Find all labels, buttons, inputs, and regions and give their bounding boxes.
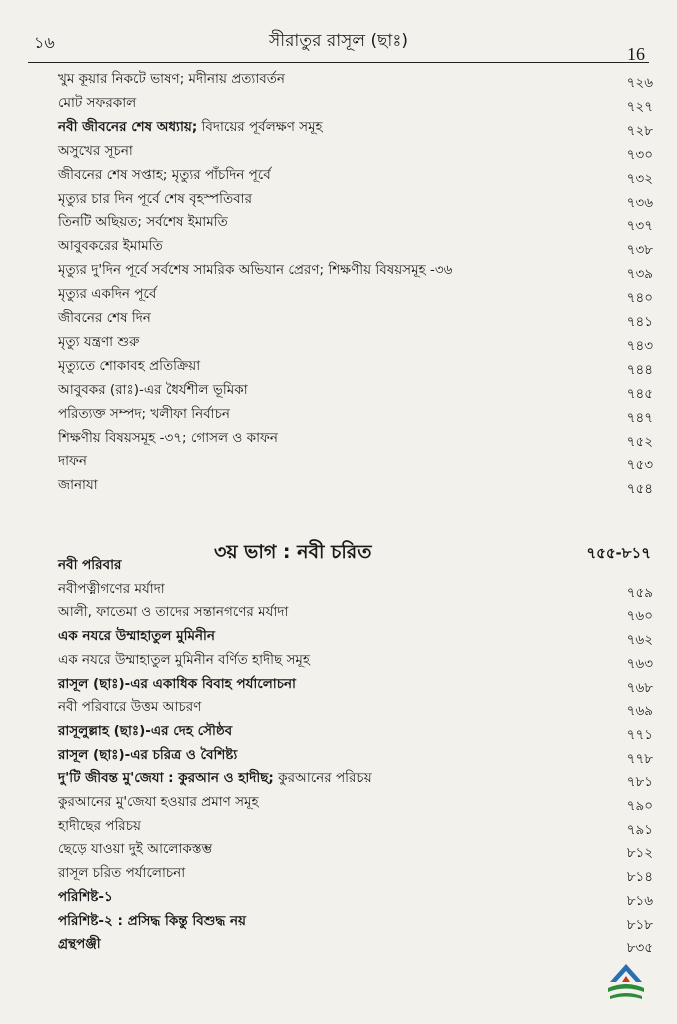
toc-entry	[58, 817, 653, 841]
toc-entry-title: মৃত্যুর একদিন পূর্বে	[58, 286, 157, 303]
toc-entry-page: ৭৫২	[626, 433, 653, 450]
section-page-range: ৭৫৫-৮১৭	[586, 544, 651, 562]
toc-entry-page: ৮১৬	[626, 892, 653, 909]
toc-entry-title: মৃত্যুর চার দিন পূর্বে শেষ বৃহস্পতিবার	[58, 190, 253, 207]
toc-entry-page: ৮১২	[626, 845, 653, 862]
toc-entry-page: ৭৪৩	[626, 337, 653, 354]
toc-entry	[58, 213, 653, 237]
toc-entry-title: কুরআনের মু'জেযা হওয়ার প্রমাণ সমূহ	[58, 794, 259, 810]
toc-entry	[58, 840, 653, 864]
toc-entry-title: তিনটি অছিয়ত; সর্বশেষ ইমামতি	[58, 214, 228, 231]
toc-entry-page: ৭৪১	[626, 314, 653, 330]
toc-entry	[58, 70, 653, 94]
toc-entry-title: নবীপত্নীগণের মর্যাদা	[58, 580, 165, 597]
toc-entry	[58, 357, 653, 381]
toc-entry	[58, 603, 653, 627]
toc-entry-title: পরিশিষ্ট-২ : প্রসিদ্ধ কিন্তু বিশুদ্ধ নয়	[58, 912, 246, 929]
toc-entry-page: ৭৪৭	[626, 409, 653, 426]
toc-entry	[58, 769, 653, 793]
toc-entry-page: ৭৩৮	[626, 242, 653, 259]
toc-entry	[58, 190, 653, 214]
toc-entry-title: ছেড়ে যাওয়া দুই আলোকস্তম্ভ	[58, 841, 213, 858]
toc-entry-page: ৭৫৩	[626, 457, 653, 474]
toc-entry-page: ৭৩২	[626, 170, 653, 187]
toc-entry	[58, 429, 653, 453]
toc-entry	[58, 912, 653, 936]
toc-entry-title: শিক্ষণীয় বিষয়সমূহ -৩৭; গোসল ও কাফন	[58, 429, 278, 446]
toc-entry-page: ৭৬৯	[626, 703, 653, 720]
toc-entry-title: নবী পরিবার	[58, 557, 122, 573]
toc-entry-page: ৭৬২	[626, 632, 653, 649]
toc-entry	[58, 793, 653, 817]
toc-entry-title: রাসূল চরিত পর্যালোচনা	[58, 865, 186, 882]
toc-entry-title: জীবনের শেষ দিন	[58, 310, 151, 326]
toc-entry	[58, 888, 653, 912]
toc-entry-title: মৃত্যু যন্ত্রণা শুরু	[58, 333, 140, 350]
toc-entry-title: আবুবকর (রাঃ)-এর ধৈর্যশীল ভূমিকা	[58, 381, 248, 398]
toc-entry	[58, 476, 653, 500]
toc-entry-page: ৭৬৩	[626, 655, 653, 672]
toc-entry-page: ৭৩৯	[626, 266, 653, 283]
toc-entry	[58, 166, 653, 190]
toc-entry-title: গ্রন্থপঞ্জী	[58, 936, 101, 953]
toc-entry-page: ৭২৭	[626, 98, 653, 115]
toc-entry-title: মোট সফরকাল	[58, 94, 137, 111]
toc-entry	[58, 94, 653, 118]
toc-entry-title: অসুখের সূচনা	[58, 142, 133, 159]
toc-entry-page: ৭৯১	[626, 821, 653, 838]
toc-entry	[58, 864, 653, 888]
toc-entry-page: ৭৪০	[626, 290, 653, 307]
toc-entry-title: আবুবকরের ইমামতি	[58, 238, 163, 255]
toc-entry	[58, 405, 653, 429]
toc-entry-title: জানাযা	[58, 477, 98, 494]
toc-entry	[58, 309, 653, 333]
page-number-english: 16	[627, 44, 645, 64]
running-title: সীরাতুর রাসূল (ছাঃ)	[268, 31, 409, 51]
toc-entry-title: রাসূলুল্লাহ (ছাঃ)-এর দেহ সৌষ্ঠব	[58, 722, 233, 739]
toc-entry-title: খুম কূয়ার নিকটে ভাষণ; মদীনায় প্রত্যাবর্তন	[58, 71, 285, 87]
toc-entry	[58, 675, 653, 699]
toc-entry	[58, 452, 653, 476]
toc-entry	[58, 580, 653, 604]
section-title: ৩য় ভাগ : নবী চরিত	[214, 541, 372, 563]
toc-entry-title: দাফন	[58, 453, 87, 470]
toc-entry-title: রাসূল (ছাঃ)-এর একাধিক বিবাহ পর্যালোচনা	[58, 675, 296, 692]
toc-entry	[58, 118, 653, 142]
toc-entry-title: এক নযরে উম্মাহাতুল মুমিনীন বর্ণিত হাদীছ সমূহ	[58, 651, 310, 668]
toc-entry-page: ৭৫৯	[626, 584, 653, 601]
toc-entry	[58, 935, 653, 959]
toc-entry-title: পরিত্যক্ত সম্পদ; খলীফা নির্বাচন	[58, 405, 230, 422]
toc-entry-page: ৭৭৮	[626, 750, 653, 767]
toc-entry-page: ৮১৪	[626, 869, 653, 886]
toc-entry	[58, 285, 653, 309]
toc-entry-title: পরিশিষ্ট-১	[58, 888, 113, 905]
toc-entry-page: ৭৪৫	[626, 385, 653, 402]
toc-entry	[58, 261, 653, 285]
toc-entry-page: ৭৩৬	[626, 194, 653, 211]
section-heading	[0, 538, 677, 568]
toc-entry-page: ৭২৮	[626, 122, 653, 139]
toc-entry-page: ৭৮১	[626, 774, 653, 791]
toc-entry	[58, 722, 653, 746]
toc-entry-page: ৭৬৮	[626, 679, 653, 696]
page-number-bengali: ১৬	[34, 33, 55, 52]
toc-entry	[58, 237, 653, 261]
toc-entry-page: ৭৬০	[626, 608, 653, 625]
toc-entry	[58, 746, 653, 770]
toc-entry-page: ৭২৬	[626, 75, 653, 91]
toc-entry-page: ৭৩০	[626, 146, 653, 163]
toc-entry-title: আলী, ফাতেমা ও তাদের সন্তানগণের মর্যাদা	[58, 604, 289, 621]
toc-entry	[58, 698, 653, 722]
toc-entry-page: ৭৪৪	[626, 361, 653, 378]
toc-entry	[58, 381, 653, 405]
toc-entry-page: ৭৭১	[626, 726, 653, 743]
toc-entry-title: হাদীছের পরিচয়	[58, 817, 141, 834]
toc-entry-title: দু'টি জীবন্ত মু'জেযা : কুরআন ও হাদীছ; কুরআনের পরিচয়	[58, 770, 372, 787]
toc-entry	[58, 651, 653, 675]
toc-entry-page: ৮৩৫	[626, 940, 653, 957]
toc-entry-title: রাসূল (ছাঃ)-এর চরিত্র ও বৈশিষ্ট্য	[58, 746, 238, 763]
toc-entry-title: নবী পরিবারে উত্তম আচরণ	[58, 699, 202, 716]
publisher-logo-icon	[600, 958, 652, 1010]
toc-entry-page: ৭৩৭	[626, 218, 653, 235]
toc-entry-title: এক নযরে উম্মাহাতুল মুমিনীন	[58, 628, 215, 645]
toc-entry	[58, 627, 653, 651]
toc-entry-title: নবী জীবনের শেষ অধ্যায়; বিদায়ের পূর্বলক্ষণ সমূহ	[58, 118, 323, 135]
toc-entry-page: ৭৫৪	[626, 481, 653, 498]
toc-entry-page: ৮১৮	[626, 916, 653, 933]
toc-entry-page: ৭৯০	[626, 798, 653, 814]
toc-entry	[58, 142, 653, 166]
toc-entry-title: জীবনের শেষ সপ্তাহ; মৃত্যুর পাঁচদিন পূর্বে	[58, 166, 271, 183]
toc-entry-title: মৃত্যুর দু'দিন পূর্বে সর্বশেষ সামরিক অভিযান প্রেরণ; শিক্ষণীয় বিষয়সমূহ -৩৬	[58, 262, 453, 279]
toc-entry	[58, 333, 653, 357]
toc-entry-title: মৃত্যুতে শোকাবহ প্রতিক্রিয়া	[58, 357, 201, 374]
